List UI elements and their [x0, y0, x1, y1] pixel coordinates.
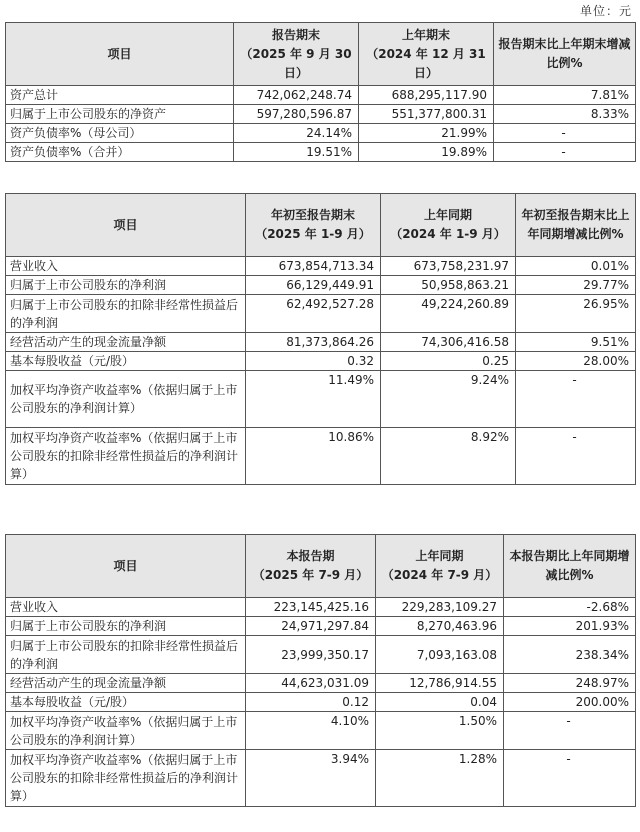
header-change-ratio: 本报告期比上年同期增减比例%: [504, 535, 636, 598]
table-row: [6, 636, 636, 674]
row-item: 基本每股收益（元/股）: [6, 693, 246, 712]
row-value-prior: 1.28%: [376, 750, 504, 807]
row-item: 归属于上市公司股东的扣除非经常性损益后的净利润: [6, 295, 246, 333]
row-change: 9.51%: [516, 333, 636, 352]
table-row: [6, 428, 636, 485]
row-change: 29.77%: [516, 276, 636, 295]
row-value-current: 597,280,596.87: [234, 105, 359, 124]
row-value-current: 3.94%: [246, 750, 376, 807]
row-value-prior: 551,377,800.31: [359, 105, 494, 124]
row-change: 238.34%: [504, 636, 636, 674]
header-prior-period: 上年同期 （2024 年 1-9 月）: [381, 194, 516, 257]
row-value-current: 62,492,527.28: [246, 295, 381, 333]
row-value-current: 0.12: [246, 693, 376, 712]
quarter-indicators-table: [5, 534, 636, 807]
row-value-prior: 49,224,260.89: [381, 295, 516, 333]
table-row: [6, 371, 636, 428]
table-header-row: [6, 194, 636, 257]
row-value-current: 24.14%: [234, 124, 359, 143]
row-change: 28.00%: [516, 352, 636, 371]
row-change: -: [494, 124, 636, 143]
table-row: [6, 693, 636, 712]
row-value-current: 66,129,449.91: [246, 276, 381, 295]
row-item: 归属于上市公司股东的扣除非经常性损益后的净利润: [6, 636, 246, 674]
row-change: -: [504, 712, 636, 750]
row-value-prior: 0.04: [376, 693, 504, 712]
row-item: 归属于上市公司股东的净利润: [6, 617, 246, 636]
header-item: 项目: [6, 194, 246, 257]
table-row: [6, 750, 636, 807]
row-item: 归属于上市公司股东的净利润: [6, 276, 246, 295]
row-item: 加权平均净资产收益率%（依据归属于上市公司股东的扣除非经常性损益后的净利润计算）: [6, 750, 246, 807]
row-value-current: 10.86%: [246, 428, 381, 485]
row-value-current: 673,854,713.34: [246, 257, 381, 276]
row-item: 经营活动产生的现金流量净额: [6, 333, 246, 352]
table-header-row: [6, 535, 636, 598]
row-value-prior: 673,758,231.97: [381, 257, 516, 276]
row-value-prior: 1.50%: [376, 712, 504, 750]
row-value-current: 223,145,425.16: [246, 598, 376, 617]
row-value-current: 742,062,248.74: [234, 86, 359, 105]
row-change: -: [494, 143, 636, 162]
table-row: [6, 276, 636, 295]
row-value-prior: 74,306,416.58: [381, 333, 516, 352]
unit-label: 单位：元: [579, 4, 632, 18]
table-row: [6, 86, 636, 105]
row-item: 加权平均净资产收益率%（依据归属于上市公司股东的扣除非经常性损益后的净利润计算）: [6, 428, 246, 485]
row-change: 8.33%: [494, 105, 636, 124]
header-item: 项目: [6, 23, 234, 86]
row-value-prior: 0.25: [381, 352, 516, 371]
row-item: 资产负债率%（母公司）: [6, 124, 234, 143]
header-prior-year-end: 上年期末 （2024 年 12 月 31 日）: [359, 23, 494, 86]
row-change: -: [516, 428, 636, 485]
row-value-current: 81,373,864.26: [246, 333, 381, 352]
row-item: 营业收入: [6, 257, 246, 276]
row-change: 200.00%: [504, 693, 636, 712]
header-item: 项目: [6, 535, 246, 598]
row-item: 加权平均净资产收益率%（依据归属于上市公司股东的净利润计算）: [6, 371, 246, 428]
row-item: 基本每股收益（元/股）: [6, 352, 246, 371]
row-value-prior: 8.92%: [381, 428, 516, 485]
table-row: [6, 617, 636, 636]
row-value-current: 23,999,350.17: [246, 636, 376, 674]
row-change: -: [516, 371, 636, 428]
header-ytd: 年初至报告期末 （2025 年 1-9 月）: [246, 194, 381, 257]
row-change: 201.93%: [504, 617, 636, 636]
row-change: -: [504, 750, 636, 807]
row-item: 营业收入: [6, 598, 246, 617]
row-value-prior: 7,093,163.08: [376, 636, 504, 674]
header-change-ratio: 年初至报告期末比上年同期增减比例%: [516, 194, 636, 257]
row-value-prior: 12,786,914.55: [376, 674, 504, 693]
header-prior-period: 上年同期 （2024 年 7-9 月）: [376, 535, 504, 598]
table-row: [6, 352, 636, 371]
row-value-prior: 21.99%: [359, 124, 494, 143]
table-row: [6, 674, 636, 693]
row-item: 加权平均净资产收益率%（依据归属于上市公司股东的净利润计算）: [6, 712, 246, 750]
table-row: [6, 295, 636, 333]
table-header-row: [6, 23, 636, 86]
table-row: [6, 712, 636, 750]
row-change: 0.01%: [516, 257, 636, 276]
row-value-prior: 9.24%: [381, 371, 516, 428]
row-value-current: 44,623,031.09: [246, 674, 376, 693]
row-change: 26.95%: [516, 295, 636, 333]
row-change: 248.97%: [504, 674, 636, 693]
row-item: 资产总计: [6, 86, 234, 105]
row-value-prior: 688,295,117.90: [359, 86, 494, 105]
table-row: [6, 257, 636, 276]
row-change: -2.68%: [504, 598, 636, 617]
ytd-indicators-table: [5, 193, 636, 485]
table-row: [6, 598, 636, 617]
table-row: [6, 124, 636, 143]
row-value-prior: 8,270,463.96: [376, 617, 504, 636]
balance-indicators-table: [5, 22, 636, 162]
row-value-prior: 229,283,109.27: [376, 598, 504, 617]
row-value-current: 0.32: [246, 352, 381, 371]
row-value-current: 4.10%: [246, 712, 376, 750]
table-row: [6, 143, 636, 162]
row-value-prior: 50,958,863.21: [381, 276, 516, 295]
table-row: [6, 333, 636, 352]
row-value-prior: 19.89%: [359, 143, 494, 162]
table-row: [6, 105, 636, 124]
header-current-quarter: 本报告期 （2025 年 7-9 月）: [246, 535, 376, 598]
row-item: 经营活动产生的现金流量净额: [6, 674, 246, 693]
row-value-current: 19.51%: [234, 143, 359, 162]
row-value-current: 24,971,297.84: [246, 617, 376, 636]
row-change: 7.81%: [494, 86, 636, 105]
row-item: 归属于上市公司股东的净资产: [6, 105, 234, 124]
row-item: 资产负债率%（合并）: [6, 143, 234, 162]
header-change-ratio: 报告期末比上年期末增减比例%: [494, 23, 636, 86]
row-value-current: 11.49%: [246, 371, 381, 428]
header-period-end: 报告期末 （2025 年 9 月 30 日）: [234, 23, 359, 86]
